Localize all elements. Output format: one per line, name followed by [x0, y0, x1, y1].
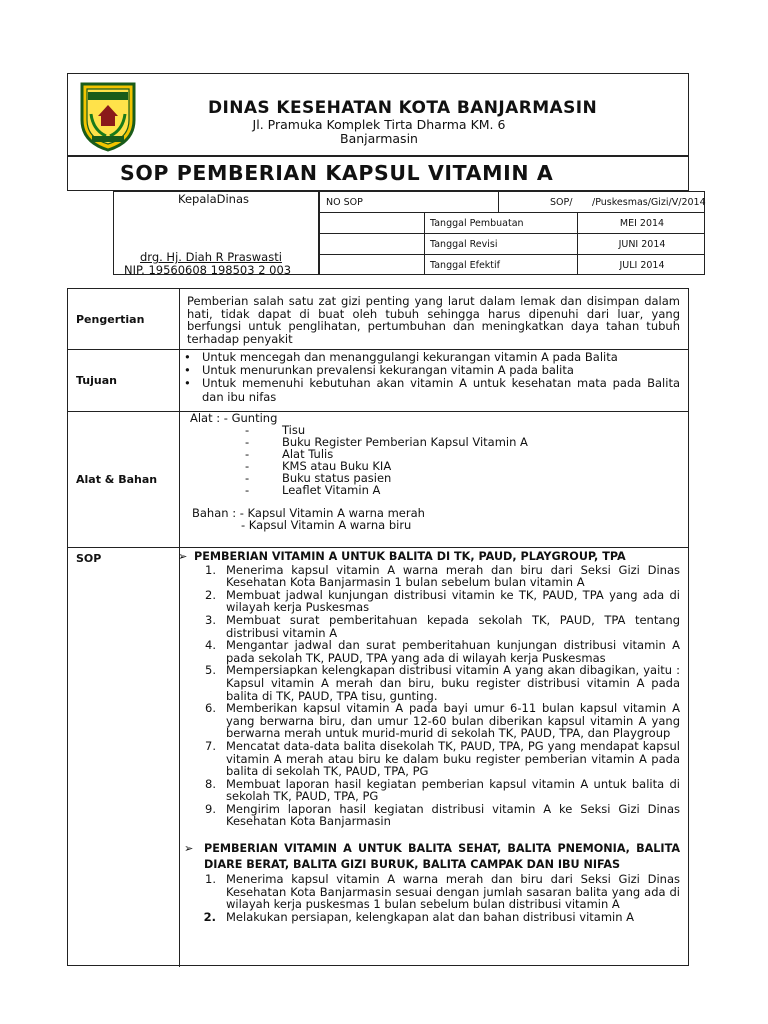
list-item: 9. Mengirim laporan hasil kegiatan distribusi vitamin A ke Seksi Gizi Dinas Kesehatan Kota Banjarmasin	[205, 801, 680, 829]
list-item: 3. Membuat surat pemberitahuan kepada sekolah TK, PAUD, TPA tentang distribusi vitamin A	[205, 612, 680, 640]
address-line-2: Banjarmasin	[340, 131, 418, 146]
sop-content	[180, 548, 688, 967]
list-item: 1. Menerima kapsul vitamin A warna merah dan biru dari Seksi Gizi Dinas Kesehatan Kota Banjarmasin sesuai dengan jumlah sasaran balita yang ada di wilayah kerja puskesmas 1 bulan sebelum bulan distribusi vitamin A	[205, 872, 680, 912]
meta-label: Tanggal Efektif	[430, 259, 501, 271]
meta-row-no-sop	[320, 192, 704, 213]
sop-steps-1	[194, 564, 680, 828]
list-item: 7. Mencatat data-data balita disekolah TK, PAUD, TPA, PG yang mendapat kapsul vitamin A merah atau biru ke dalam buku register pemberian vitamin A pada balita di sekolah TK, PAUD, TPA, PG	[205, 738, 680, 779]
list-item: • Untuk menurunkan prevalensi kekurangan vitamin A pada balita	[180, 364, 680, 377]
list-item: 5. Mempersiapkan kelengkapan distribusi vitamin A yang akan dibagikan, yaitu : Kapsul vitamin A merah dan biru, buku register distribusi vitamin A pada balita di TK, PAUD, TPA tisu, gunting.	[205, 663, 680, 703]
letterhead	[67, 73, 689, 156]
tujuan-list	[180, 351, 680, 404]
signature-name: drg. Hj. Diah R Praswasti	[140, 250, 282, 264]
sop-steps-2	[194, 873, 680, 923]
meta-value: JUNI 2014	[577, 234, 706, 254]
sop-content-table	[67, 288, 689, 966]
pengertian-text: Pemberian salah satu zat gizi penting yang larut dalam lemak dan disimpan dalam hati, tidak dapat di buat oleh tubuh sehingga harus dipenuhi dari luar, yang berfungsi untuk penglihatan, pertumbuhan dan meningkatkan daya tahan tubuh terhadap penyakit	[187, 294, 680, 346]
meta-label: Tanggal Pembuatan	[430, 217, 524, 229]
sop-meta-table	[319, 191, 705, 275]
list-item: 1. Menerima kapsul vitamin A warna merah dan biru dari Seksi Gizi Dinas Kesehatan Kota Banjarmasin 1 bulan sebelum bulan vitamin A	[205, 562, 680, 590]
meta-value: JULI 2014	[577, 255, 706, 275]
bahan-line-1: Bahan : - Kapsul Vitamin A warna merah	[192, 506, 425, 520]
sop-section-heading-2: ➢ PEMBERIAN VITAMIN A UNTUK BALITA SEHAT, BALITA PNEMONIA, BALITA DIARE BERAT, BALITA GIZI BURUK, BALITA CAMPAK DAN IBU NIFAS	[184, 842, 680, 872]
no-sop-value: /Puskesmas/Gizi/V/2014	[592, 196, 706, 208]
list-item: 4. Mengantar jadwal dan surat pemberitahuan kunjungan distribusi vitamin A pada sekolah TK, PAUD, TPA yang ada di wilayah kerja Puskesmas	[205, 638, 680, 665]
arrow-bullet-icon: ➢	[178, 550, 188, 563]
label-sop: SOP	[68, 548, 180, 967]
row-sop	[68, 548, 688, 967]
alat-item: KMS atau Buku KIA	[282, 459, 392, 473]
arrow-bullet-icon: ➢	[184, 842, 194, 856]
alat-bahan-content: Alat : - Gunting - Tisu - Buku Register Pemberian Kapsul Vitamin A - Alat Tulis - KMS atau Buku KIA - Buku status pasien - Leaflet Vitamin A Bahan : - Kapsul Vitamin A warna merah - Kapsul Vitamin A warna biru	[190, 411, 528, 532]
label-tujuan: Tujuan	[68, 350, 180, 411]
no-sop-label: NO SOP	[326, 196, 363, 208]
list-item: • Untuk mencegah dan menanggulangi kekurangan vitamin A pada Balita	[180, 351, 680, 364]
alat-item: Alat Tulis	[282, 447, 334, 461]
signature-role: KepalaDinas	[178, 192, 250, 206]
sop-section-heading-1: ➢ PEMBERIAN VITAMIN A UNTUK BALITA DI TK, PAUD, PLAYGROUP, TPA	[178, 550, 626, 563]
list-item: 8. Membuat laporan hasil kegiatan pemberian kapsul vitamin A untuk balita di sekolah TK, PAUD, TPA, PG	[205, 776, 680, 804]
address-line-1: Jl. Pramuka Komplek Tirta Dharma KM. 6	[252, 117, 506, 132]
row-pengertian	[68, 289, 688, 350]
row-tujuan	[68, 350, 688, 412]
list-item: 6. Memberikan kapsul vitamin A pada bayi umur 6-11 bulan kapsul vitamin A yang berwarna biru, dan umur 12-60 bulan diberikan kapsul vitamin A yang berwarna merah untuk murid-murid di sekolah TK, PAUD, TPA, dan Playgroup	[205, 701, 680, 741]
alat-item: Leaflet Vitamin A	[282, 483, 381, 497]
sop-title: SOP PEMBERIAN KAPSUL VITAMIN A	[67, 156, 689, 191]
list-item: 2. Membuat jadwal kunjungan distribusi vitamin ke TK, PAUD, TPA yang ada di wilayah kerja Puskesmas	[205, 587, 680, 615]
meta-row	[320, 255, 704, 275]
list-item: • Untuk memenuhi kebutuhan akan vitamin A untuk kesehatan mata pada Balita dan ibu nifas	[180, 376, 680, 404]
alat-item: Buku status pasien	[282, 471, 392, 485]
alat-item: Buku Register Pemberian Kapsul Vitamin A	[282, 435, 528, 449]
organization-name: DINAS KESEHATAN KOTA BANJARMASIN	[208, 98, 598, 118]
meta-value: MEI 2014	[577, 213, 706, 233]
signature-block	[113, 191, 319, 275]
bahan-line-2: - Kapsul Vitamin A warna biru	[241, 518, 412, 532]
alat-item: Tisu	[282, 423, 306, 437]
meta-label: Tanggal Revisi	[430, 238, 498, 250]
meta-row	[320, 234, 704, 255]
label-pengertian: Pengertian	[68, 289, 180, 349]
label-alat-bahan: Alat & Bahan	[68, 412, 180, 547]
meta-row	[320, 213, 704, 234]
no-sop-prefix: SOP/	[550, 196, 573, 208]
list-item: 2. Melakukan persiapan, kelengkapan alat dan bahan distribusi vitamin A	[203, 909, 635, 924]
signature-nip: NIP. 19560608 198503 2 003	[124, 263, 292, 277]
row-alat-bahan	[68, 412, 688, 548]
alat-heading: Alat : - Gunting	[190, 411, 278, 425]
